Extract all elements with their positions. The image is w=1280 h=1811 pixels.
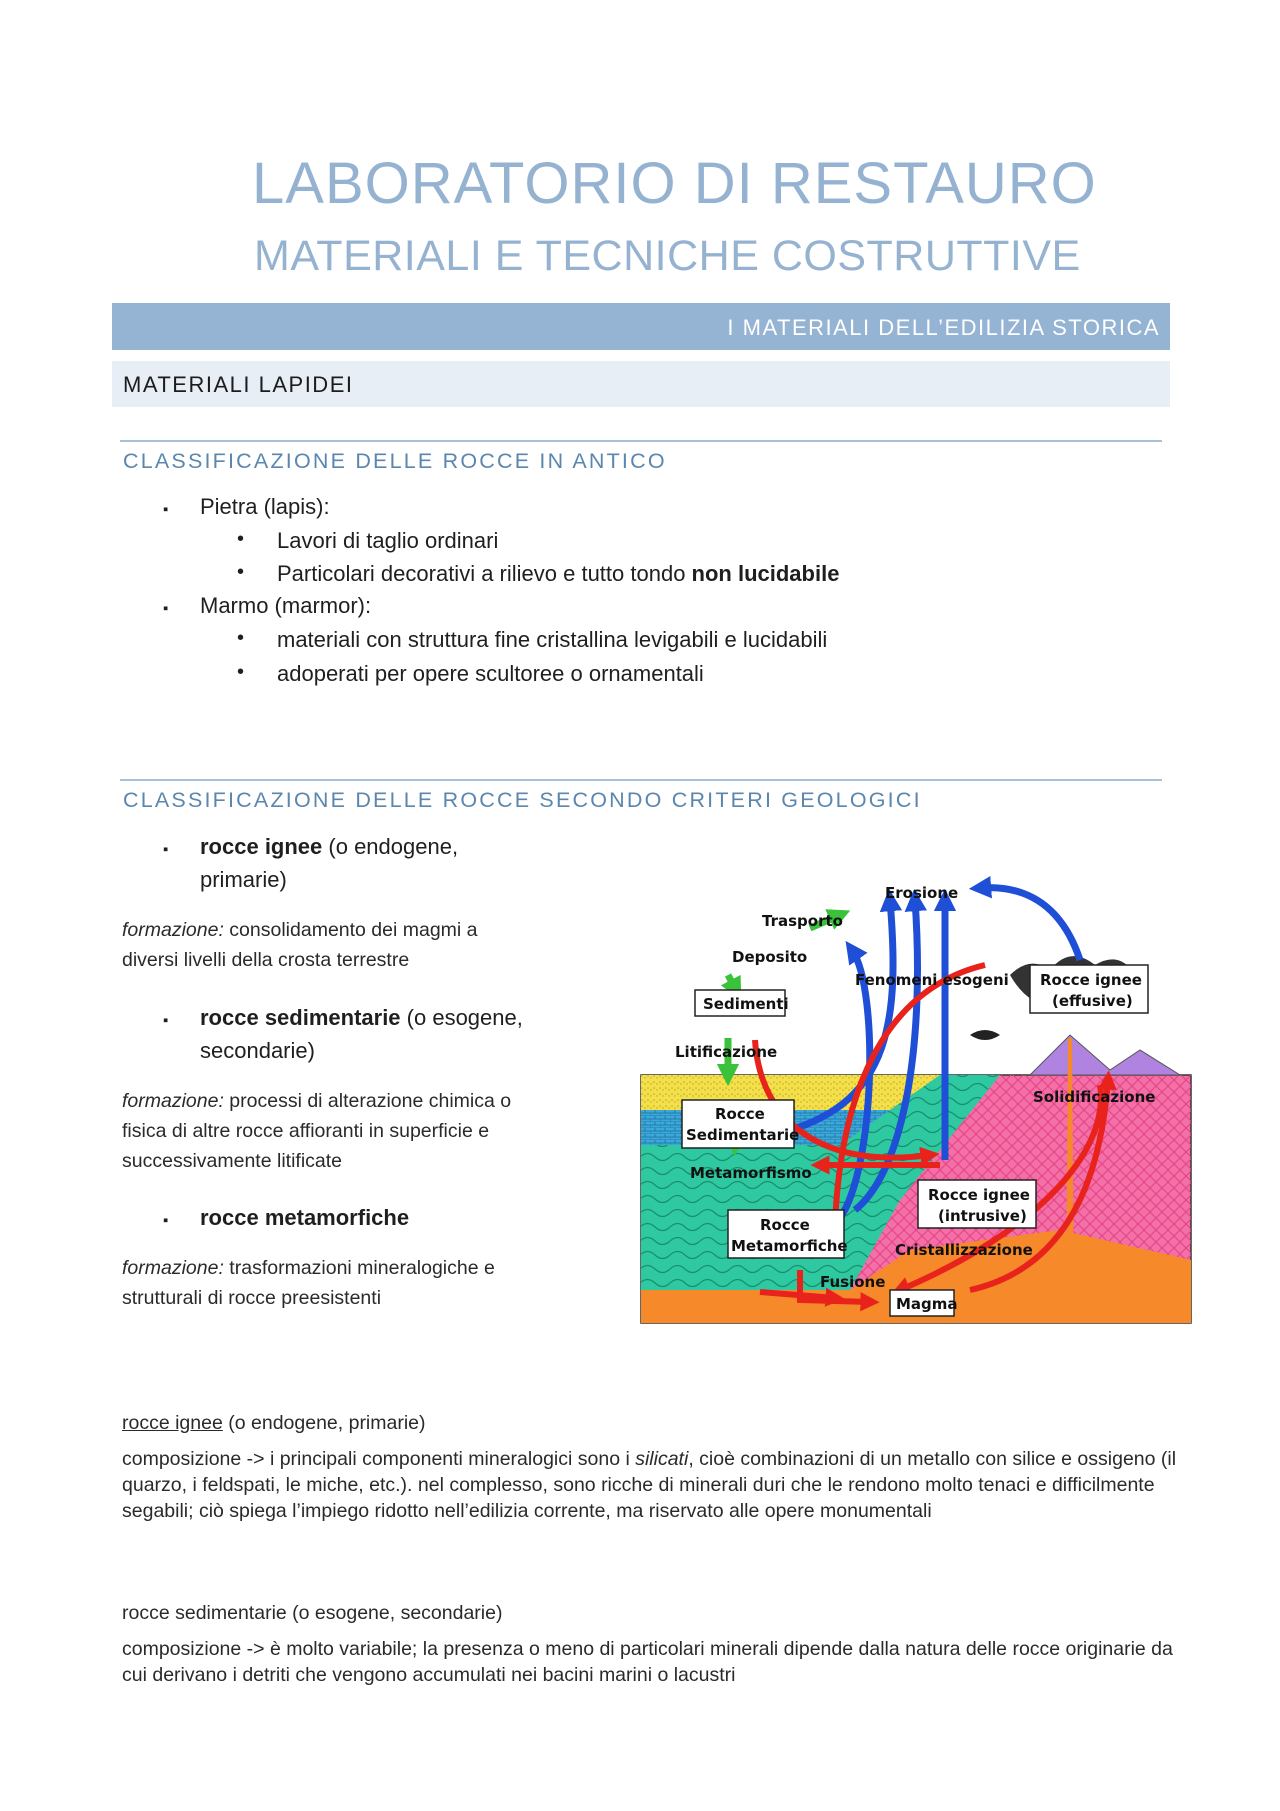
label-sed-1: Rocce <box>715 1105 765 1123</box>
document-subtitle: MATERIALI E TECNICHE COSTRUTTIVE <box>254 232 1081 280</box>
square-bullet: ▪ <box>163 841 169 858</box>
label-solidificazione: Solidificazione <box>1033 1088 1156 1106</box>
ignee-detail-text: composizione -> i principali componenti mineralogici sono i silicati, cioè combinazioni di un metallo con silice e ossigeno (il quarzo, i feldspati, le miche, etc.). nel complesso, sono ricche di minerali duri che le rendono molto tenaci e difficilmente segabili; ciò spiega l’impiego ridotto nell’edilizia corrente, ma riservato alle opere monumentali <box>122 1448 1177 1522</box>
marmo-item-2: adoperati per opere scultoree o ornamentali <box>277 661 704 686</box>
marmo-item-1: materiali con struttura fine cristallina levigabili e lucidabili <box>277 627 828 652</box>
marmo-label: Marmo (marmor): <box>200 593 372 618</box>
label-cristallizzazione: Cristallizzazione <box>895 1241 1033 1259</box>
sedimentarie-detail-text: composizione -> è molto variabile; la presenza o meno di particolari minerali dipende dalla natura delle rocce originarie da cui derivano i detriti che vengono accumulati nei bacini marini o lacustri <box>122 1638 1173 1686</box>
metamorfiche-title: rocce metamorfiche <box>200 1205 410 1230</box>
heading-geologici: CLASSIFICAZIONE DELLE ROCCE SECONDO CRITERI GEOLOGICI <box>123 788 922 812</box>
divider <box>120 440 1162 442</box>
section-title: MATERIALI LAPIDEI <box>123 372 354 397</box>
round-bullet: • <box>237 528 245 550</box>
divider <box>120 779 1162 781</box>
pietra-label: Pietra (lapis): <box>200 494 330 519</box>
label-fenomeni: Fenomeni esogeni <box>855 971 1009 989</box>
ignee-title: rocce ignee (o endogene, <box>200 834 459 859</box>
square-bullet: ▪ <box>163 1212 169 1229</box>
round-bullet: • <box>237 561 245 583</box>
label-litificazione: Litificazione <box>675 1043 778 1061</box>
square-bullet: ▪ <box>163 1012 169 1029</box>
heading-antico: CLASSIFICAZIONE DELLE ROCCE IN ANTICO <box>123 449 667 473</box>
label-meta-1: Rocce <box>760 1216 810 1234</box>
document-title: LABORATORIO DI RESTAURO <box>252 151 1097 216</box>
sedimentarie-detail-heading: rocce sedimentarie (o esogene, secondarie) <box>122 1602 503 1624</box>
round-bullet: • <box>237 661 245 683</box>
arrow-erosion-4 <box>980 888 1080 960</box>
sedimentarie-title: rocce sedimentarie (o esogene, <box>200 1005 523 1030</box>
label-metamorfismo: Metamorfismo <box>690 1164 812 1182</box>
chapter-band <box>112 303 1170 350</box>
volcano <box>1030 1035 1180 1075</box>
label-ignee-eff-2: (effusive) <box>1052 992 1133 1010</box>
square-bullet: ▪ <box>163 600 169 617</box>
smoke-puff <box>970 1030 1000 1040</box>
label-magma: Magma <box>896 1295 958 1313</box>
chapter-title: I MATERIALI DELL’EDILIZIA STORICA <box>727 315 1160 340</box>
label-erosione: Erosione <box>885 884 959 902</box>
label-sed-2: Sedimentarie <box>686 1126 800 1144</box>
sedimentarie-formazione: formazione: processi di alterazione chimica o fisica di altre rocce affioranti in superficie e successivamente litificate <box>122 1090 512 1173</box>
square-bullet: ▪ <box>163 501 169 518</box>
pietra-item-2: Particolari decorativi a rilievo e tutto tondo non lucidabile <box>277 561 840 586</box>
label-meta-2: Metamorfiche <box>731 1237 848 1255</box>
ignee-formazione: formazione: consolidamento dei magmi a diversi livelli della crosta terrestre <box>122 919 478 972</box>
sedimentarie-title-cont: secondarie) <box>200 1038 315 1063</box>
ignee-detail-heading: rocce ignee (o endogene, primarie) <box>122 1412 426 1434</box>
label-ignee-int-1: Rocce ignee <box>928 1186 1030 1204</box>
label-sedimenti: Sedimenti <box>703 995 789 1013</box>
label-trasporto: Trasporto <box>762 912 843 930</box>
label-deposito: Deposito <box>732 948 808 966</box>
label-ignee-int-2: (intrusive) <box>938 1207 1027 1225</box>
section-band <box>112 361 1170 407</box>
ignee-title-cont: primarie) <box>200 867 287 892</box>
pietra-item-1: Lavori di taglio ordinari <box>277 528 499 553</box>
label-ignee-eff-1: Rocce ignee <box>1040 971 1142 989</box>
arrow-deposito <box>728 975 736 990</box>
round-bullet: • <box>237 627 245 649</box>
metamorfiche-formazione: formazione: trasformazioni mineralogiche e strutturali di rocce preesistenti <box>122 1257 495 1310</box>
rock-cycle-diagram <box>640 870 1192 1325</box>
label-fusione: Fusione <box>820 1273 886 1291</box>
